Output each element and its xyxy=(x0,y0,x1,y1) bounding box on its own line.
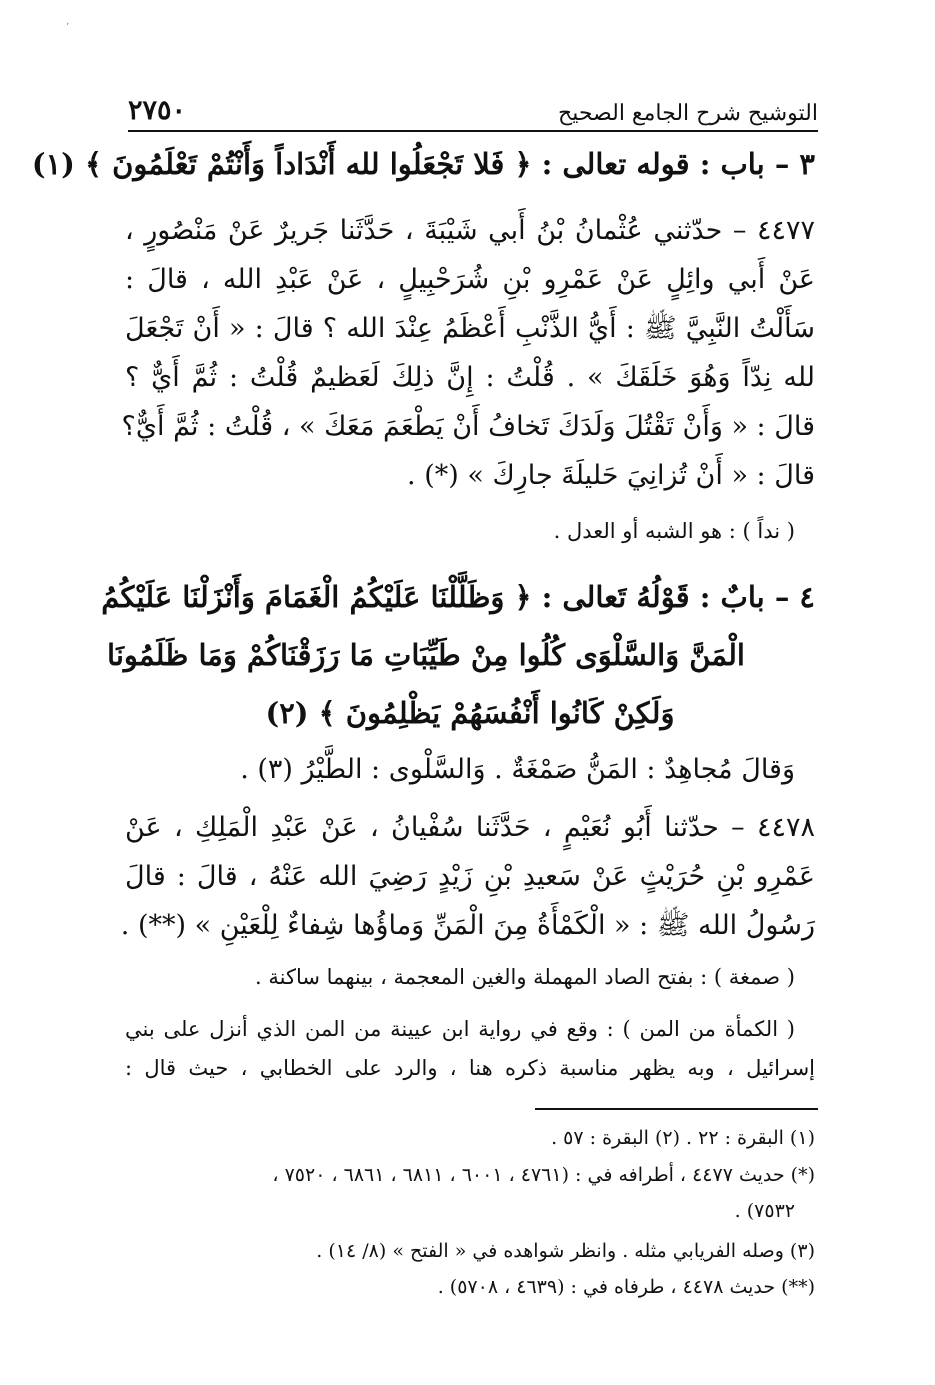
commentary-samgha: ( صمغة ) : بفتح الصاد المهملة والغين المعجمة ، بينهما ساكنة . xyxy=(255,965,795,989)
hadith-4477-line-1: ٤٤٧٧ – حدّثني عُثْمانُ بْنُ أَبي شَيْبَةَ ، حَدَّثَنا جَريرٌ عَنْ مَنْصُورٍ ، xyxy=(125,215,815,246)
hadith-4477-line-5: قالَ : « وَأَنْ تَقْتُلَ وَلَدَكَ تَخافُ أَنْ يَطْعَمَ مَعَكَ » ، قُلْتُ : ثُمَّ أَيٌّ؟ xyxy=(121,411,815,442)
hadith-4477-line-6: قالَ : « أَنْ تُزانِيَ حَليلَةَ جارِكَ » (*) . xyxy=(407,460,815,491)
page-header xyxy=(128,92,818,132)
footnote-star-1-cont: ٧٥٣٢) . xyxy=(734,1200,795,1222)
mujahid-quote: وَقالَ مُجاهِدٌ : المَنُّ صَمْغَةٌ . وَالسَّلْوى : الطَّيْرُ (٣) . xyxy=(240,754,795,785)
footnote-3: (٣) وصله الفريابي مثله . وانظر شواهده في « الفتح » (٨/ ١٤) . xyxy=(316,1240,815,1262)
running-title: التوشيح شرح الجامع الصحيح xyxy=(558,101,818,126)
chapter-heading-4-line-1: ٤ – بابٌ : قَوْلُهُ تَعالى : ﴿ وَظَلَّلْنَا عَلَيْكُمُ الْغَمَامَ وَأَنْزَلْنَا عَلَيْكُمُ xyxy=(101,580,815,614)
commentary-kamaa-line-2: إسرائيل ، وبه يظهر مناسبة ذكره هنا ، والرد على الخطابي ، حيث قال : xyxy=(125,1056,815,1080)
commentary-kamaa-line-1: ( الكمأة من المن ) : وقع في رواية ابن عيينة من المن الذي أنزل على بني xyxy=(125,1017,795,1041)
footnote-1-2: (١) البقرة : ٢٢ . (٢) البقرة : ٥٧ . xyxy=(551,1127,815,1149)
hadith-4478-line-1: ٤٤٧٨ – حدّثنا أَبُو نُعَيْمٍ ، حَدَّثَنا سُفْيانُ ، عَنْ عَبْدِ الْمَلِكِ ، عَنْ xyxy=(125,812,815,843)
hadith-4477-line-2: عَنْ أَبي وائِلٍ عَنْ عَمْرِو بْنِ شُرَحْبِيلٍ ، عَنْ عَبْدِ الله ، قالَ : xyxy=(125,264,815,295)
footnote-star-1: (*) حديث ٤٤٧٧ ، أطرافه في : (٤٧٦١ ، ٦٠٠١ ، ٦٨١١ ، ٦٨٦١ ، ٧٥٢٠ ، xyxy=(272,1164,815,1186)
hadith-4477-line-3: سَأَلْتُ النَّبِيَّ ﷺ : أَيُّ الذَّنْبِ أَعْظَمُ عِنْدَ الله ؟ قالَ : « أَنْ تَجْعَلَ xyxy=(125,313,815,344)
commentary-nidd: ( نداً ) : هو الشبه أو العدل . xyxy=(553,519,795,543)
chapter-heading-3: ٣ – باب : قوله تعالى : ﴿ فَلا تَجْعَلُوا لله أَنْدَاداً وَأَنْتُمْ تَعْلَمُونَ ﴾ (١) xyxy=(31,147,815,181)
footnote-star-2: (**) حديث ٤٤٧٨ ، طرفاه في : (٤٦٣٩ ، ٥٧٠٨) . xyxy=(437,1276,815,1298)
chapter-heading-4-line-3: وَلَكِنْ كَانُوا أَنْفُسَهُمْ يَظْلِمُونَ ﴾ (٢) xyxy=(265,696,675,730)
chapter-heading-4-line-2: الْمَنَّ وَالسَّلْوَى كُلُوا مِنْ طَيِّبَاتِ مَا رَزَقْنَاكُمْ وَمَا ظَلَمُونَا xyxy=(107,638,745,672)
page-number: ٢٧٥٠ xyxy=(128,95,187,126)
corner-mark: ٬ xyxy=(66,22,70,33)
hadith-4478-line-3: رَسُولُ الله ﷺ : « الْكَمْأَةُ مِنَ الْمَنِّ وَماؤُها شِفاءٌ لِلْعَيْنِ » (**) . xyxy=(120,910,815,941)
hadith-4477-line-4: لله نِدّاً وَهُوَ خَلَقَكَ » . قُلْتُ : إِنَّ ذلِكَ لَعَظيمٌ قُلْتُ : ثُمَّ أَيٌّ ؟ xyxy=(125,362,815,393)
footnote-separator xyxy=(535,1108,818,1110)
hadith-4478-line-2: عَمْرِو بْنِ حُرَيْثٍ عَنْ سَعيدِ بْنِ زَيْدٍ رَضِيَ الله عَنْهُ ، قالَ : قالَ xyxy=(125,861,815,892)
